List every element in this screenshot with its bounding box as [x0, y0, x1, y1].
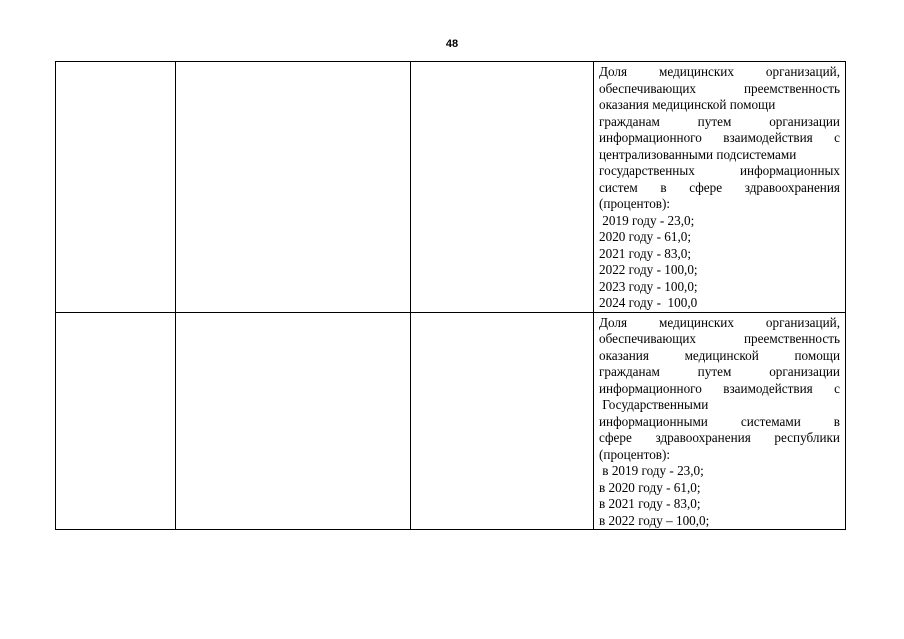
value-line: 2023 году - 100,0;	[599, 278, 698, 294]
value-line: в 2021 году - 83,0;	[599, 496, 701, 511]
indicator-description	[599, 315, 840, 464]
text-line: Доля медицинских организаций,	[599, 64, 840, 79]
table-cell-empty	[56, 312, 176, 530]
text-line: обеспечивающих преемственность	[599, 331, 840, 346]
value-line: 2024 году - 100,0	[599, 295, 698, 310]
text-line: информационными системами в	[599, 413, 840, 429]
text-line: информационного взаимодействия с	[599, 130, 840, 145]
value-line: 2021 году - 83,0;	[599, 245, 691, 261]
indicator-values	[599, 213, 840, 312]
text-line: оказания медицинской помощи	[599, 97, 776, 112]
text-line: гражданам путем организации	[599, 364, 840, 379]
value-line: 2022 году - 100,0;	[599, 262, 698, 277]
table-row	[56, 312, 846, 530]
text-line: (процентов):	[599, 196, 671, 211]
text-line: оказания медицинской помощи	[599, 347, 840, 363]
text-line: государственных информационных	[599, 163, 840, 178]
table-cell-empty	[176, 62, 411, 313]
table-cell-empty	[411, 312, 594, 530]
text-line: гражданам путем организации	[599, 113, 840, 129]
text-line: централизованными подсистемами	[599, 146, 797, 162]
table-row	[56, 62, 846, 313]
text-line: систем в сфере здравоохранения	[599, 179, 840, 195]
text-line: Доля медицинских организаций,	[599, 314, 840, 330]
value-line: в 2020 году - 61,0;	[599, 479, 701, 495]
value-line: 2019 году - 23,0;	[599, 212, 695, 228]
indicators-table	[55, 61, 846, 530]
indicator-cell	[594, 312, 846, 530]
value-line: 2020 году - 61,0;	[599, 229, 691, 244]
value-line: в 2019 году - 23,0;	[599, 463, 704, 478]
table-cell-empty	[56, 62, 176, 313]
text-line: (процентов):	[599, 446, 671, 462]
text-line: Государственными	[599, 397, 709, 412]
table-cell-empty	[411, 62, 594, 313]
table-cell-empty	[176, 312, 411, 530]
page-number: 48	[445, 38, 459, 50]
indicator-description	[599, 64, 840, 213]
text-line: сфере здравоохранения республики	[599, 430, 840, 445]
indicator-cell	[594, 62, 846, 313]
text-line: обеспечивающих преемственность	[599, 80, 840, 96]
indicator-values	[599, 463, 840, 529]
value-line: в 2022 году – 100,0;	[599, 512, 710, 528]
text-line: информационного взаимодействия с	[599, 380, 840, 396]
